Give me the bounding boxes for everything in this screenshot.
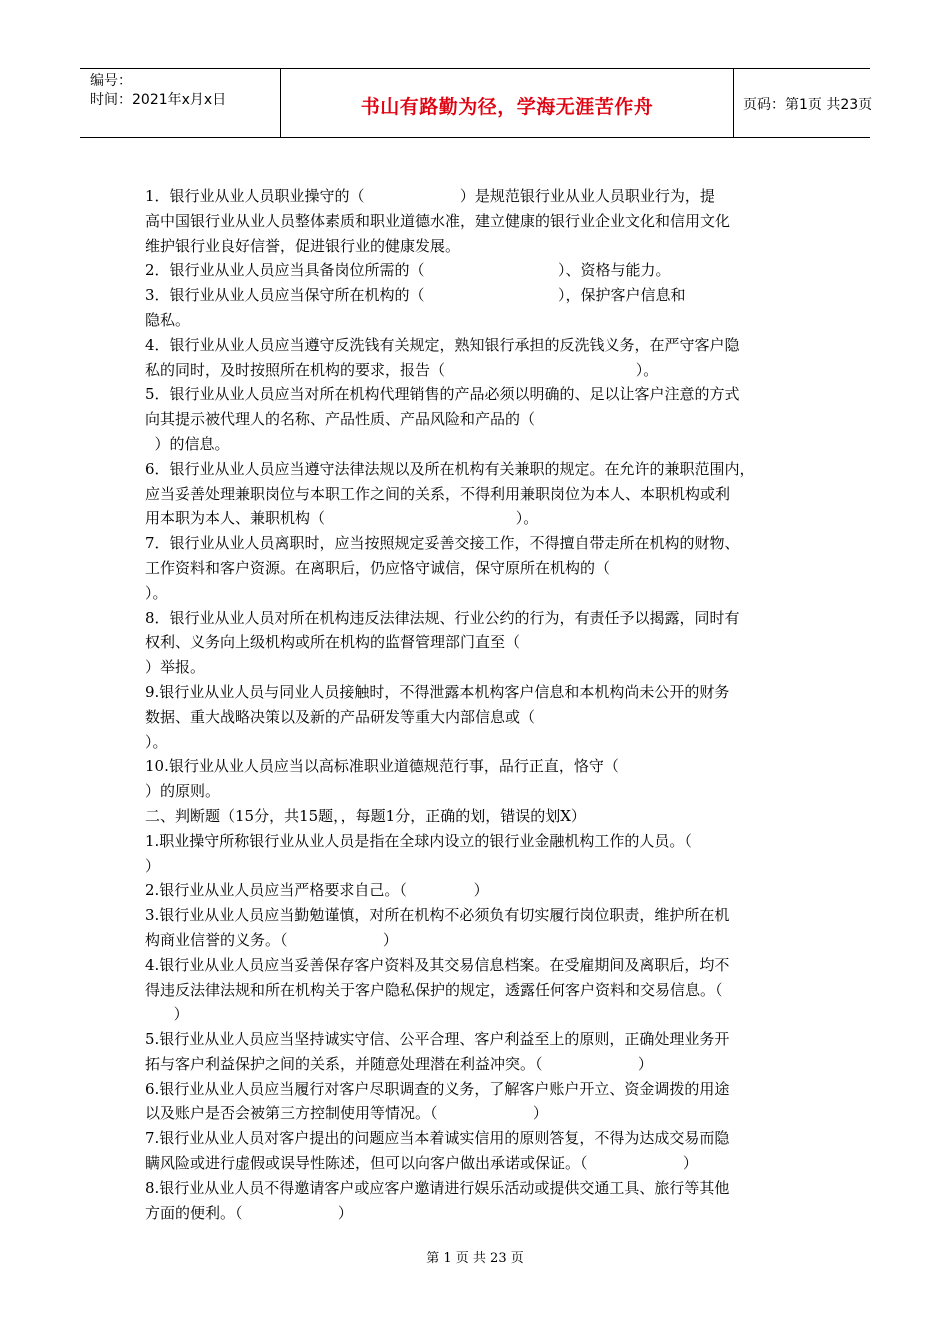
text-line: 二、判断题（15分，共15题，，每题1分，正确的划，错误的划X） <box>145 806 586 825</box>
text-line: ）的原则。 <box>145 782 221 801</box>
page-footer: 第 1 页 共 23 页 <box>426 1251 524 1266</box>
text-line: ） <box>145 1005 189 1024</box>
text-line: 工作资料和客户资源。在离职后，仍应恪守诚信，保守原所在机构的（ <box>145 558 611 577</box>
text-line: 维护银行业良好信誉，促进银行业的健康发展。 <box>145 236 461 255</box>
text-line: 7.银行业从业人员对客户提出的问题应当本着诚实信用的原则答复，不得为达成交易而隐 <box>145 1129 730 1148</box>
text-line: ）举报。 <box>145 658 206 677</box>
text-line: 1．银行业从业人员职业操守的（ ）是规范银行业从业人员职业行为，提 <box>145 187 715 205</box>
text-line: 7．银行业从业人员离职时，应当按照规定妥善交接工作，不得擅自带走所在机构的财物、 <box>145 534 740 553</box>
motto: 书山有路勤为径，学海无涯苦作舟 <box>360 96 654 118</box>
text-line: 2.银行业从业人员应当严格要求自己。（ ） <box>145 881 489 900</box>
text-line: 权利、义务向上级机构或所在机构的监督管理部门直至（ <box>145 633 521 652</box>
text-line: 3．银行业从业人员应当保守所在机构的（ ），保护客户信息和 <box>145 286 686 305</box>
document-body <box>145 184 813 1225</box>
text-line: 10.银行业从业人员应当以高标准职业道德规范行事，品行正直，恪守（ <box>145 757 619 776</box>
text-line: 以及账户是否会被第三方控制使用等情况。（ ） <box>145 1104 548 1123</box>
header-meta <box>80 69 280 137</box>
text-line: 应当妥善处理兼职岗位与本职工作之间的关系，不得利用兼职岗位为本人、本职机构或利 <box>145 484 731 503</box>
text-line: 拓与客户利益保护之间的关系，并随意处理潜在利益冲突。（ ） <box>145 1054 653 1073</box>
text-line: ）。 <box>145 732 168 751</box>
text-line: 方面的便利。（ ） <box>145 1203 353 1222</box>
text-line: 隐私。 <box>145 310 191 329</box>
text-line: ）的信息。 <box>145 434 230 453</box>
text-line: 私的同时，及时按照所在机构的要求，报告（ ）。 <box>145 360 659 379</box>
text-line: 用本职为本人、兼职机构（ ）。 <box>145 509 539 528</box>
text-line: 构商业信誉的义务。（ ） <box>145 930 398 949</box>
page-number-label: 页码：第1页 共23页 <box>743 97 873 113</box>
text-line: 5．银行业从业人员应当对所在机构代理销售的产品必须以明确的、足以让客户注意的方式 <box>145 385 740 404</box>
text-line: 4．银行业从业人员应当遵守反洗钱有关规定，熟知银行承担的反洗钱义务，在严守客户隐 <box>145 335 740 354</box>
text-line: 8．银行业从业人员对所在机构违反法律法规、行业公约的行为，有责任予以揭露，同时有 <box>145 608 740 627</box>
text-line: 6．银行业从业人员应当遵守法律法规以及所在机构有关兼职的规定。在允许的兼职范围内， <box>145 459 755 478</box>
text-line: 瞒风险或进行虚假或误导性陈述，但可以向客户做出承诺或保证。（ ） <box>145 1154 698 1173</box>
text-line: 3.银行业从业人员应当勤勉谨慎，对所在机构不必须负有切实履行岗位职责，维护所在机 <box>145 906 730 925</box>
number-label: 编号： <box>90 73 132 89</box>
text-line: ）。 <box>145 583 168 602</box>
text-line: 4.银行业从业人员应当妥善保存客户资料及其交易信息档案。在受雇期间及离职后，均不 <box>145 955 730 974</box>
header-motto-cell <box>280 69 734 137</box>
text-line: 6.银行业从业人员应当履行对客户尽职调查的义务，了解客户账户开立、资金调拨的用途 <box>145 1079 730 1098</box>
text-line: 1.职业操守所称银行业从业人员是指在全球内设立的银行业金融机构工作的人员。（ <box>145 831 692 850</box>
text-line: 9.银行业从业人员与同业人员接触时，不得泄露本机构客户信息和本机构尚未公开的财务 <box>145 682 730 701</box>
text-line: 2．银行业从业人员应当具备岗位所需的（ ）、资格与能力。 <box>145 261 671 280</box>
text-line: 5.银行业从业人员应当坚持诚实守信、公平合理、客户利益至上的原则，正确处理业务开 <box>145 1030 730 1049</box>
text-line: ） <box>145 856 161 875</box>
text-line: 高中国银行业从业人员整体素质和职业道德水准，建立健康的银行业企业文化和信用文化 <box>145 211 731 230</box>
header-page-cell <box>732 69 873 137</box>
date-label: 时间：2021年x月x日 <box>90 92 227 108</box>
text-line: 得违反法律法规和所在机构关于客户隐私保护的规定，透露任何客户资料和交易信息。（ <box>145 980 723 999</box>
text-line: 8.银行业从业人员不得邀请客户或应客户邀请进行娱乐活动或提供交通工具、旅行等其他 <box>145 1178 730 1197</box>
text-line: 向其提示被代理人的名称、产品性质、产品风险和产品的（ <box>145 410 536 429</box>
page-header <box>80 68 873 138</box>
text-line: 数据、重大战略决策以及新的产品研发等重大内部信息或（ <box>145 707 536 726</box>
